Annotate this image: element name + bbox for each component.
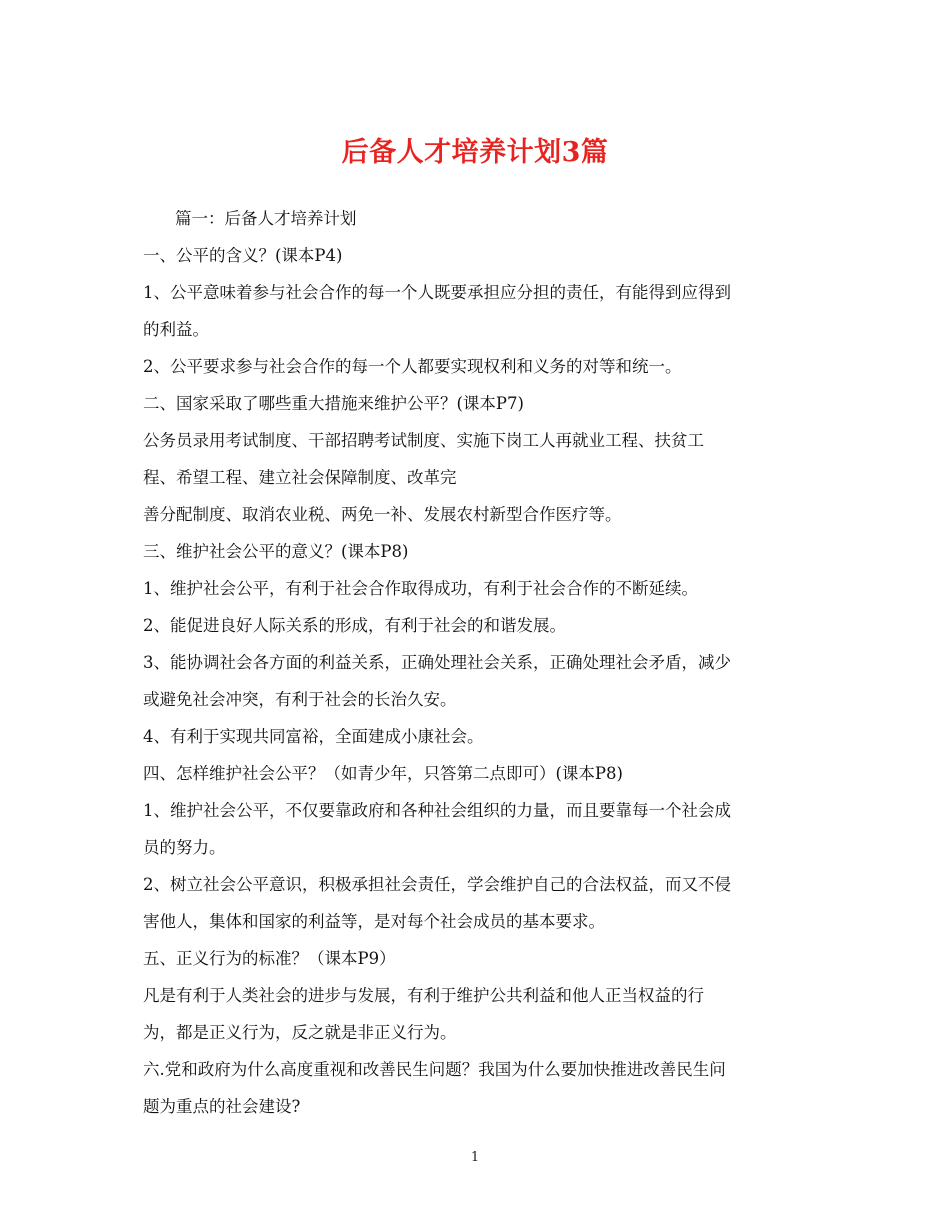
paragraph-line: 1、维护社会公平，不仅要靠政府和各种社会组织的力量，而且要靠每一个社会成: [143, 801, 731, 820]
paragraph-line: 3、能协调社会各方面的利益关系，正确处理社会关系，正确处理社会矛盾，减少: [143, 653, 731, 672]
question-heading: 一、公平的含义？(课本P4): [143, 246, 343, 265]
page-number: 1: [470, 1150, 480, 1165]
paragraph-line: 1、公平意味着参与社会合作的每一个人既要承担应分担的责任，有能得到应得到: [143, 283, 731, 302]
question-heading: 二、国家采取了哪些重大措施来维护公平？(课本P7): [143, 394, 524, 413]
question-heading: 三、维护社会公平的意义？(课本P8): [143, 542, 409, 561]
paragraph-line: 4、有利于实现共同富裕，全面建成小康社会。: [143, 727, 484, 746]
question-heading: 五、正义行为的标准？（课本P9）: [143, 949, 396, 968]
paragraph-line: 害他人，集体和国家的利益等，是对每个社会成员的基本要求。: [143, 912, 605, 931]
paragraph-line: 凡是有利于人类社会的进步与发展，有利于维护公共利益和他人正当权益的行: [143, 986, 704, 1005]
paragraph-line: 善分配制度、取消农业税、两免一补、发展农村新型合作医疗等。: [143, 505, 622, 524]
paragraph-line: 的利益。: [143, 320, 209, 339]
document-title: 后备人才培养计划3篇: [341, 137, 609, 168]
question-heading: 四、怎样维护社会公平？（如青少年，只答第二点即可）(课本P8): [143, 764, 623, 783]
document-body: [143, 200, 815, 1125]
question-heading: 题为重点的社会建设?: [143, 1097, 301, 1116]
paragraph-line: 2、公平要求参与社会合作的每一个人都要实现权利和义务的对等和统一。: [143, 357, 682, 376]
paragraph-line: 为，都是正义行为，反之就是非正义行为。: [143, 1023, 457, 1042]
paragraph-line: 员的努力。: [143, 838, 226, 857]
paragraph-line: 程、希望工程、建立社会保障制度、改革完: [143, 468, 457, 487]
paragraph-line: 1、维护社会公平，有利于社会合作取得成功，有利于社会合作的不断延续。: [143, 579, 698, 598]
section-heading: 篇一：后备人才培养计划: [175, 209, 357, 228]
paragraph-line: 或避免社会冲突，有利于社会的长治久安。: [143, 690, 457, 709]
paragraph-line: 公务员录用考试制度、干部招聘考试制度、实施下岗工人再就业工程、扶贫工: [143, 431, 704, 450]
paragraph-line: 2、能促进良好人际关系的形成，有利于社会的和谐发展。: [143, 616, 566, 635]
question-heading: 六.党和政府为什么高度重视和改善民生问题？我国为什么要加快推进改善民生问: [143, 1060, 726, 1079]
paragraph-line: 2、树立社会公平意识，积极承担社会责任，学会维护自己的合法权益，而又不侵: [143, 875, 731, 894]
